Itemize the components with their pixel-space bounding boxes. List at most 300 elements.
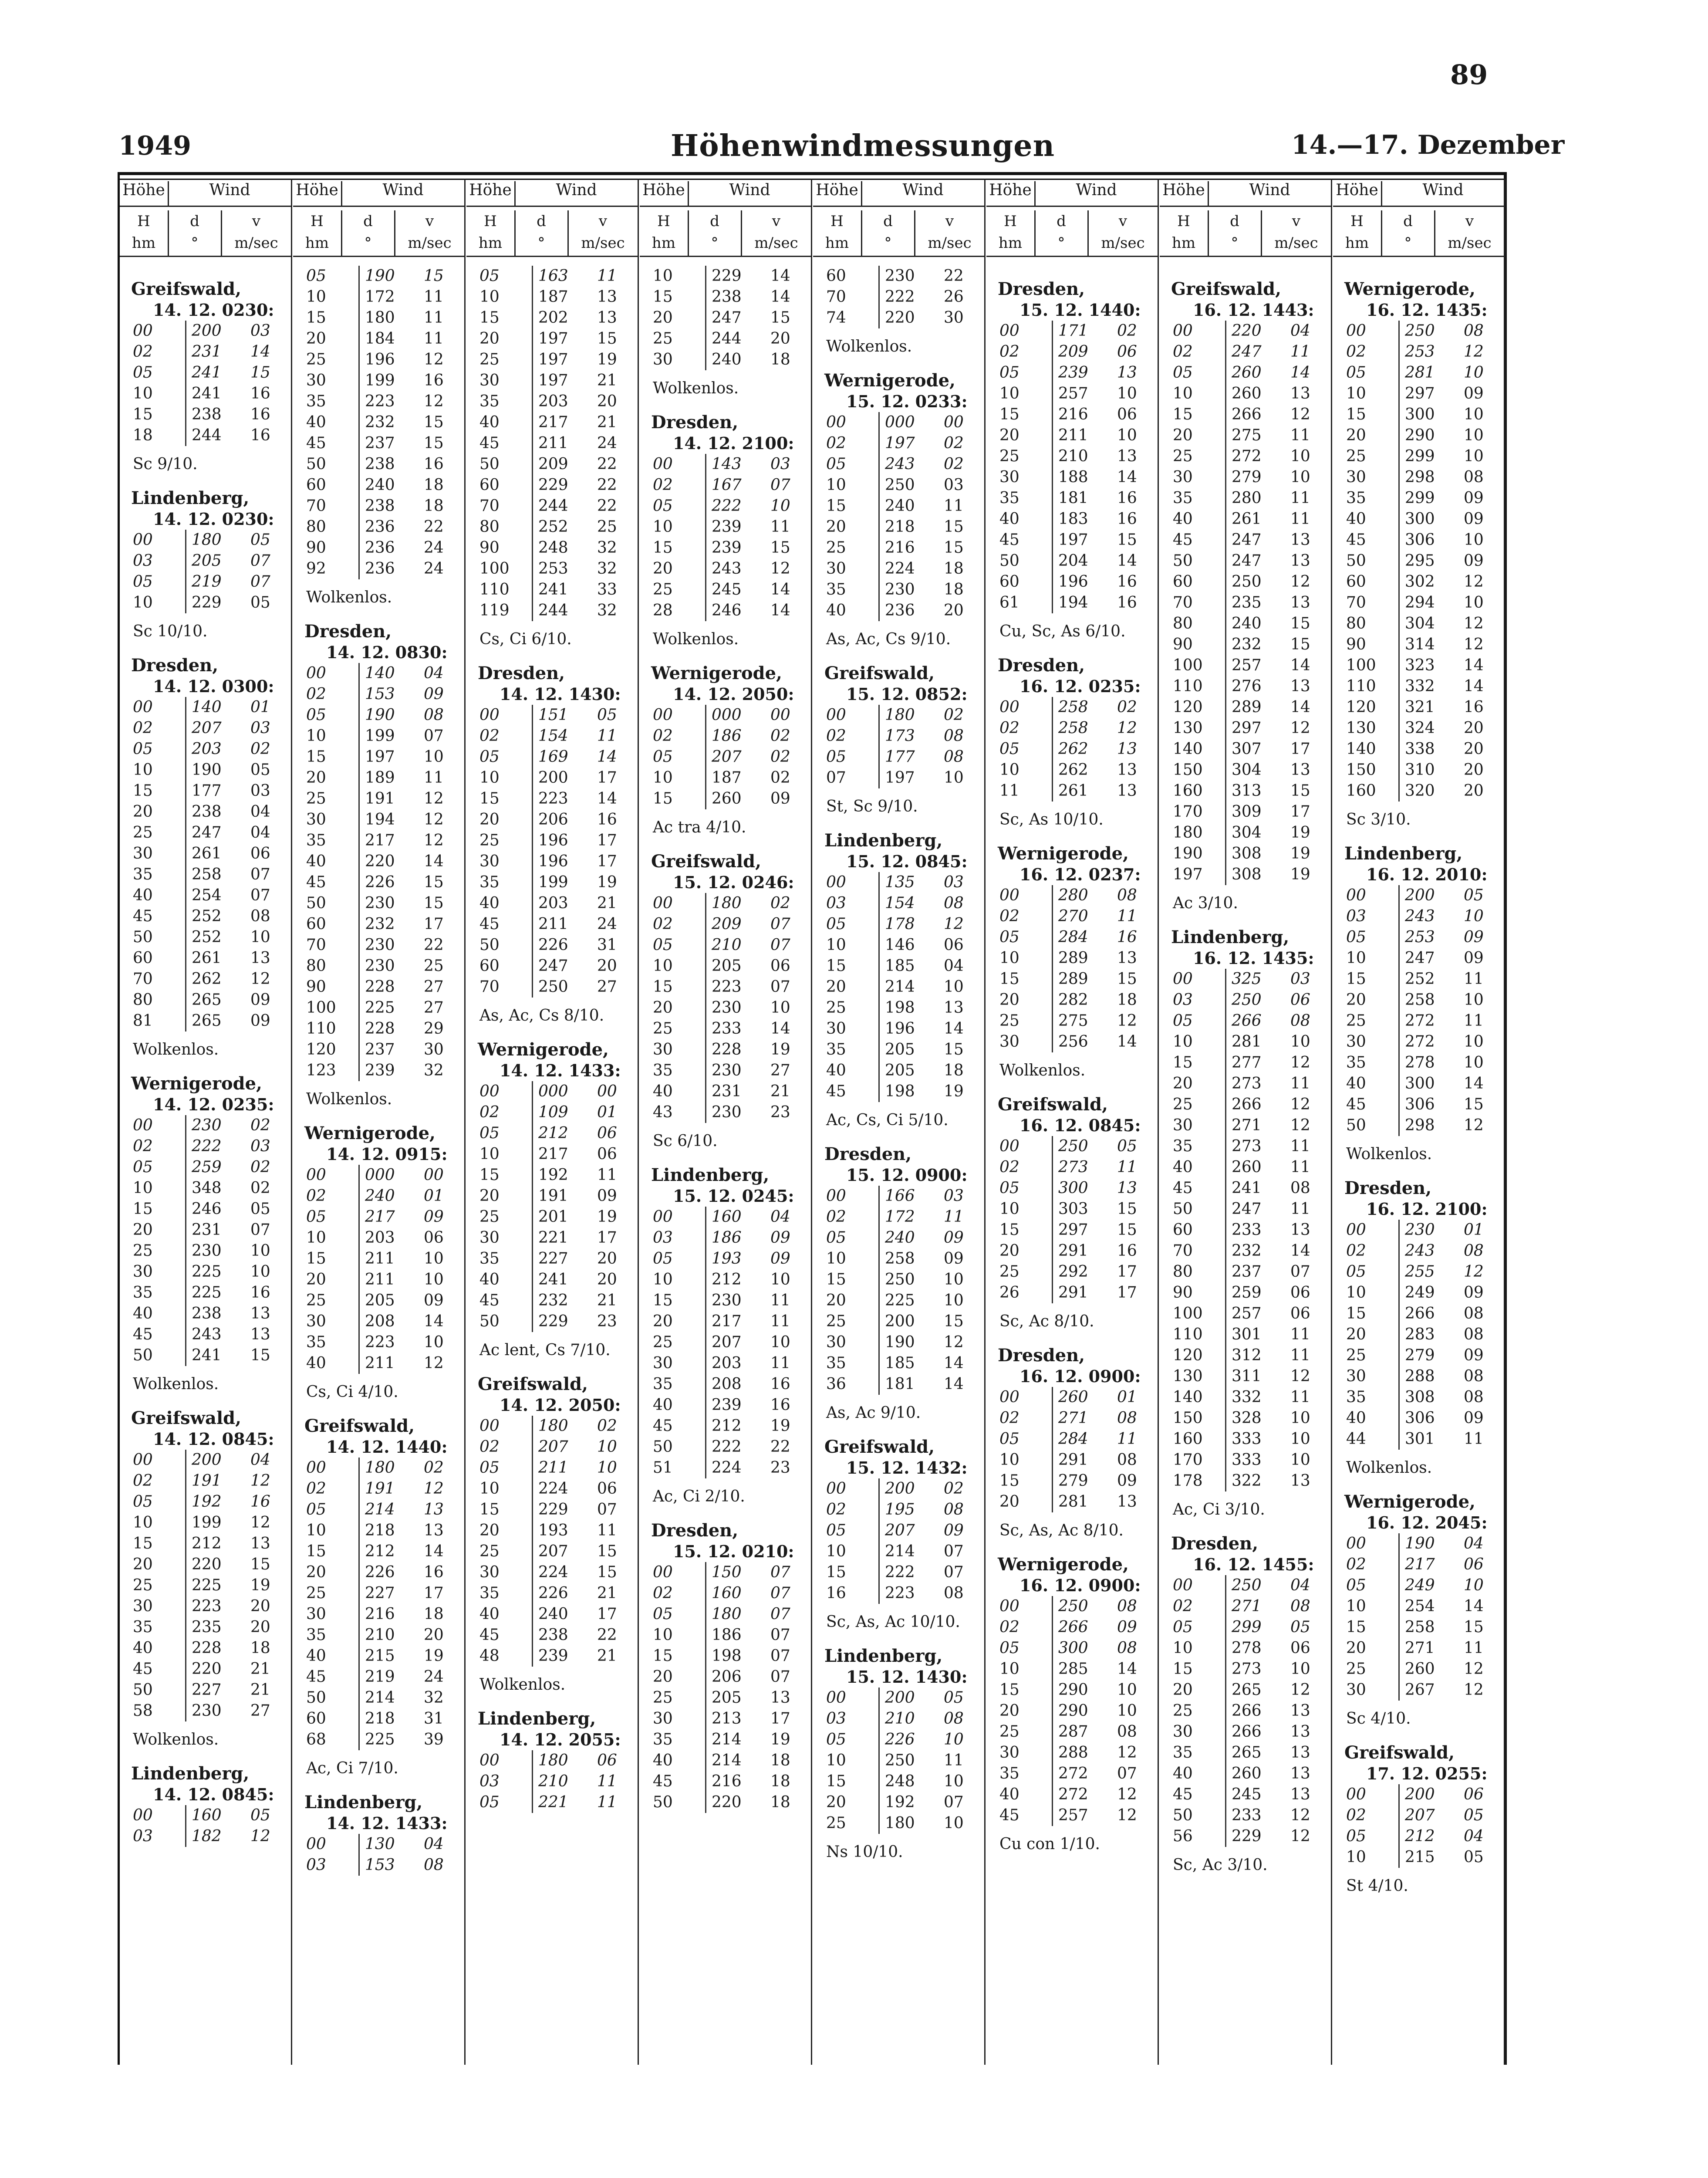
direction-value: 308 [1225,864,1279,885]
height-value: 00 [999,322,1019,340]
subheader-v [1435,210,1504,254]
height-value: 20 [1346,1639,1366,1657]
station-block [293,1792,464,1876]
speed-value: 15 [1117,1200,1137,1218]
direction-value: 211 [358,1353,413,1374]
cloud-remark: Wolkenlos. [479,1676,566,1694]
table-row [1160,1073,1331,1094]
table-row [640,328,811,349]
speed-value: 11 [944,1752,964,1769]
speed-value: 16 [770,1396,790,1414]
table-row [1333,530,1504,551]
station-heading [986,1554,1158,1596]
speed-value: 12 [1117,1012,1137,1030]
table-row [1333,655,1504,676]
speed-value: 20 [597,957,617,975]
direction-value: 239 [1052,362,1106,383]
speed-value: 27 [597,978,617,996]
table-row [466,1646,638,1667]
speed-value: 15 [250,1346,270,1364]
subheader-row [293,207,464,257]
height-value: 74 [826,309,846,327]
height-value: 30 [999,1033,1019,1051]
station-block [120,1408,291,1750]
height-value: 25 [653,1020,673,1038]
height-value: 40 [306,852,326,870]
table-row [640,600,811,621]
speed-value: 08 [944,1584,964,1602]
direction-value: 172 [878,1207,933,1228]
height-value: 15 [653,978,673,996]
station-name: Greifswald, [478,1374,588,1394]
table-row [813,747,984,768]
height-value: 02 [133,1137,153,1155]
direction-value: 289 [1225,697,1279,718]
speed-value: 12 [1464,636,1484,653]
height-value: 15 [1173,406,1193,423]
table-row [640,788,811,809]
speed-value: 07 [597,1501,617,1519]
table-column [986,179,1159,2065]
direction-value: 247 [705,308,759,328]
speed-value: 04 [250,824,270,842]
height-value: 30 [1173,468,1193,486]
speed-value: 02 [944,455,964,473]
height-value: 50 [133,928,153,946]
height-value: 25 [826,999,846,1017]
table-row [466,977,638,998]
speed-value: 17 [424,915,444,933]
table-row [120,760,291,781]
speed-value: 11 [770,1292,790,1309]
height-value: 25 [999,447,1019,465]
table-row [640,579,811,600]
station-block [1160,279,1331,914]
table-column [293,179,466,2065]
speed-value: 27 [424,999,444,1017]
table-row [120,1638,291,1659]
direction-value: 261 [185,948,240,969]
speed-value: 10 [1117,1702,1137,1720]
table-row [120,1345,291,1366]
speed-value: 13 [250,1326,270,1343]
subheader-h-label: H [1004,213,1017,230]
station-name: Lindenberg, [304,1792,423,1813]
table-row [293,433,464,454]
height-value: 02 [826,727,846,745]
table-row [466,1583,638,1604]
speed-value: 13 [1290,385,1310,402]
table-row [293,747,464,768]
table-row [1333,1680,1504,1701]
height-value: 05 [1346,1827,1366,1845]
table-row [813,1332,984,1353]
height-value: 25 [653,581,673,599]
height-value: 30 [1173,1116,1193,1134]
speed-value: 27 [424,978,444,996]
speed-value: 12 [424,1480,444,1498]
station-name: Greifswald, [998,1094,1108,1115]
speed-value: 22 [424,936,444,954]
speed-value: 11 [597,1522,617,1539]
direction-value: 275 [1052,1011,1106,1032]
table-row [813,454,984,475]
header-row [1160,179,1331,207]
direction-value: 209 [532,454,586,475]
subheader-deg-unit: ° [191,234,199,252]
height-value: 00 [133,1451,153,1469]
height-value: 03 [306,1856,326,1874]
table-row [640,956,811,977]
speed-value: 27 [250,1702,270,1720]
speed-value: 05 [1464,1848,1484,1866]
table-row [293,1018,464,1039]
speed-value: 21 [597,372,617,389]
direction-value: 000 [532,1081,586,1102]
table-row [293,977,464,998]
table-row [1160,446,1331,467]
height-value: 20 [1173,1075,1193,1092]
table-row [1160,1742,1331,1763]
height-value: 40 [479,1605,500,1623]
height-value: 10 [479,288,500,306]
speed-value: 03 [944,476,964,494]
table-row [293,684,464,705]
table-row [120,1533,291,1554]
table-row [1160,822,1331,843]
height-value: 10 [133,1179,153,1197]
table-row [1160,781,1331,802]
table-row [986,990,1158,1011]
height-value: 70 [1173,1242,1193,1260]
direction-value: 233 [1225,1805,1279,1826]
table-row [640,1353,811,1374]
table-row [986,739,1158,760]
table-row [640,558,811,579]
speed-value: 06 [597,1145,617,1163]
height-value: 02 [1346,1242,1366,1260]
speed-value: 22 [597,1626,617,1644]
speed-value: 19 [770,1041,790,1059]
height-value: 03 [653,1229,673,1247]
table-row [466,308,638,328]
subheader-v [1262,210,1331,254]
speed-value: 21 [597,1584,617,1602]
header-wind: Wind [209,181,250,199]
station-heading [120,279,291,321]
table-row [813,1228,984,1248]
height-value: 10 [826,1250,846,1268]
speed-value: 15 [1290,636,1310,653]
height-value: 15 [1346,1305,1366,1322]
height-value: 02 [1173,1597,1193,1615]
station-name: Wernigerode, [304,1123,435,1143]
direction-value: 204 [1052,551,1106,572]
table-row [1160,1261,1331,1282]
observation-time: 14. 12. 2050: [500,1395,621,1415]
table-row [466,433,638,454]
subheader-h-label: H [311,213,324,230]
speed-value: 07 [770,936,790,954]
direction-value: 303 [1052,1199,1106,1220]
table-row [293,1625,464,1646]
speed-value: 14 [250,343,270,361]
speed-value: 10 [1290,1033,1310,1051]
subheader-row [640,207,811,257]
height-value: 15 [306,1542,326,1560]
direction-value: 173 [878,726,933,747]
table-row [813,705,984,726]
speed-value: 12 [1290,1827,1310,1845]
table-row [1333,1324,1504,1345]
table-row [120,781,291,802]
cloud-remark: Wolkenlos. [133,1375,219,1393]
direction-value: 229 [532,475,586,496]
direction-value: 307 [1225,739,1279,760]
height-value: 25 [653,1689,673,1707]
speed-value: 06 [424,1229,444,1247]
speed-value: 10 [597,1459,617,1477]
speed-value: 13 [1290,594,1310,612]
height-value: 02 [826,1501,846,1519]
height-value: 100 [1173,656,1203,674]
table-row [986,530,1158,551]
direction-value: 260 [1225,362,1279,383]
table-row [466,1541,638,1562]
direction-value: 266 [1398,1303,1453,1324]
speed-value: 07 [770,978,790,996]
direction-value: 180 [185,530,240,551]
height-value: 40 [479,894,500,912]
direction-value: 241 [185,1345,240,1366]
height-value: 10 [1346,1284,1366,1302]
speed-value: 06 [597,1752,617,1769]
height-value: 10 [306,1229,326,1247]
height-value: 60 [133,949,153,967]
height-value: 15 [1173,1054,1193,1072]
observation-time: 14. 12. 0830: [326,643,448,662]
observation-time: 17. 12. 0255: [1366,1764,1488,1783]
subheader-row [986,207,1158,257]
height-value: 70 [133,970,153,988]
observation-time: 15. 12. 0245: [673,1186,794,1206]
speed-value: 14 [770,581,790,599]
speed-value: 11 [944,497,964,515]
direction-value: 258 [185,864,240,885]
direction-value: 183 [1052,509,1106,530]
direction-value: 220 [878,308,933,328]
height-value: 10 [826,476,846,494]
direction-value: 163 [532,266,586,287]
speed-value: 10 [1464,991,1484,1009]
station-block [640,663,811,838]
speed-value: 10 [944,978,964,996]
table-row [813,1708,984,1729]
table-row [1160,1136,1331,1157]
height-value: 00 [1346,1535,1366,1552]
station-heading [986,655,1158,697]
height-value: 45 [306,434,326,452]
table-row [120,1178,291,1199]
observation-time: 14. 12. 0300: [153,676,274,696]
subheader-h [293,210,342,256]
table-row [293,788,464,809]
speed-value: 10 [1290,1430,1310,1448]
height-value: 03 [133,552,153,570]
subheader-v [915,210,984,254]
speed-value: 15 [597,1542,617,1560]
subheader-d [862,210,915,256]
height-value: 80 [306,518,326,536]
table-row [466,768,638,788]
speed-value: 01 [597,1103,617,1121]
direction-value: 279 [1398,1345,1453,1366]
header-row [120,179,291,207]
direction-value: 180 [358,1458,413,1478]
height-value: 110 [1173,677,1203,695]
speed-value: 10 [1464,1576,1484,1594]
height-value: 03 [1173,991,1193,1009]
direction-value: 257 [1052,1805,1106,1826]
direction-value: 222 [705,1437,759,1458]
height-value: 00 [826,873,846,891]
direction-value: 280 [1052,885,1106,906]
direction-value: 214 [358,1688,413,1708]
station-name: Lindenberg, [1171,927,1289,947]
table-row [1333,1387,1504,1408]
direction-value: 322 [1225,1471,1279,1491]
direction-value: 338 [1398,739,1453,760]
direction-value: 300 [1052,1178,1106,1199]
speed-value: 13 [1117,740,1137,758]
table-row [466,370,638,391]
station-name: Lindenberg, [478,1708,596,1729]
direction-value: 198 [878,1081,933,1102]
station-heading [640,663,811,705]
height-value: 20 [133,803,153,821]
direction-value: 230 [185,1115,240,1136]
table-row [293,1541,464,1562]
table-row [466,956,638,977]
table-row [640,1228,811,1248]
height-value: 35 [653,1062,673,1079]
speed-value: 14 [1464,1075,1484,1092]
table-row [640,349,811,370]
speed-value: 17 [424,1584,444,1602]
speed-value: 16 [424,1563,444,1581]
speed-value: 01 [1117,1388,1137,1406]
speed-value: 12 [424,811,444,829]
table-row [120,1199,291,1220]
page-title: Höhenwindmessungen [671,129,1055,163]
speed-value: 05 [250,594,270,612]
speed-value: 13 [1290,1765,1310,1782]
subheader-ms-unit: m/sec [408,234,452,252]
table-row [293,475,464,496]
height-value: 45 [999,531,1019,549]
height-value: 150 [1173,1409,1203,1427]
subheader-ms-unit: m/sec [1274,234,1318,252]
table-row [1333,990,1504,1011]
cloud-remark: Sc 3/10. [1346,811,1411,829]
direction-value: 266 [1225,1701,1279,1721]
direction-value: 282 [1052,990,1106,1011]
height-value: 02 [999,719,1019,737]
direction-value: 000 [358,1165,413,1186]
table-row [1333,362,1504,383]
direction-value: 272 [1052,1763,1106,1784]
height-value: 40 [1173,1765,1193,1782]
table-row [120,1303,291,1324]
speed-value: 07 [250,573,270,591]
speed-value: 20 [1464,719,1484,737]
height-value: 15 [133,1535,153,1552]
cloud-remark: Sc 9/10. [133,455,198,473]
height-value: 05 [826,1229,846,1247]
table-row [120,927,291,948]
table-row [1160,864,1331,885]
height-value: 60 [1173,573,1193,591]
speed-value: 08 [424,706,444,724]
direction-value: 291 [1052,1282,1106,1303]
height-value: 05 [653,1250,673,1268]
table-row [293,349,464,370]
speed-value: 12 [944,915,964,933]
height-value: 00 [999,886,1019,904]
table-row [813,1562,984,1583]
direction-value: 275 [1225,425,1279,446]
height-value: 140 [1173,1388,1203,1406]
station-block [640,1520,811,1813]
speed-value: 02 [770,769,790,787]
station-block [813,1437,984,1633]
table-row [466,809,638,830]
direction-value: 196 [532,851,586,872]
table-row [813,1813,984,1834]
table-row [986,488,1158,509]
direction-value: 249 [1398,1282,1453,1303]
table-row [466,851,638,872]
height-value: 90 [1173,636,1193,653]
height-value: 10 [306,288,326,306]
direction-value: 306 [1398,1408,1453,1429]
speed-value: 21 [597,1292,617,1309]
table-row [293,1269,464,1290]
direction-value: 200 [1398,1784,1453,1805]
direction-value: 229 [185,592,240,613]
height-value: 00 [826,1480,846,1498]
table-row [1333,321,1504,342]
direction-value: 193 [705,1248,759,1269]
table-row [813,475,984,496]
table-row [986,551,1158,572]
direction-value: 230 [358,956,413,977]
height-value: 25 [653,330,673,348]
direction-value: 227 [185,1680,240,1701]
speed-value: 12 [424,1354,444,1372]
table-row [986,1429,1158,1450]
direction-value: 201 [532,1207,586,1228]
speed-value: 12 [424,392,444,410]
speed-value: 22 [597,476,617,494]
direction-value: 301 [1225,1324,1279,1345]
speed-value: 06 [1290,1639,1310,1657]
height-value: 02 [826,434,846,452]
table-row [293,1311,464,1332]
speed-value: 14 [424,1542,444,1560]
direction-value: 196 [1052,572,1106,592]
direction-value: 295 [1398,551,1453,572]
